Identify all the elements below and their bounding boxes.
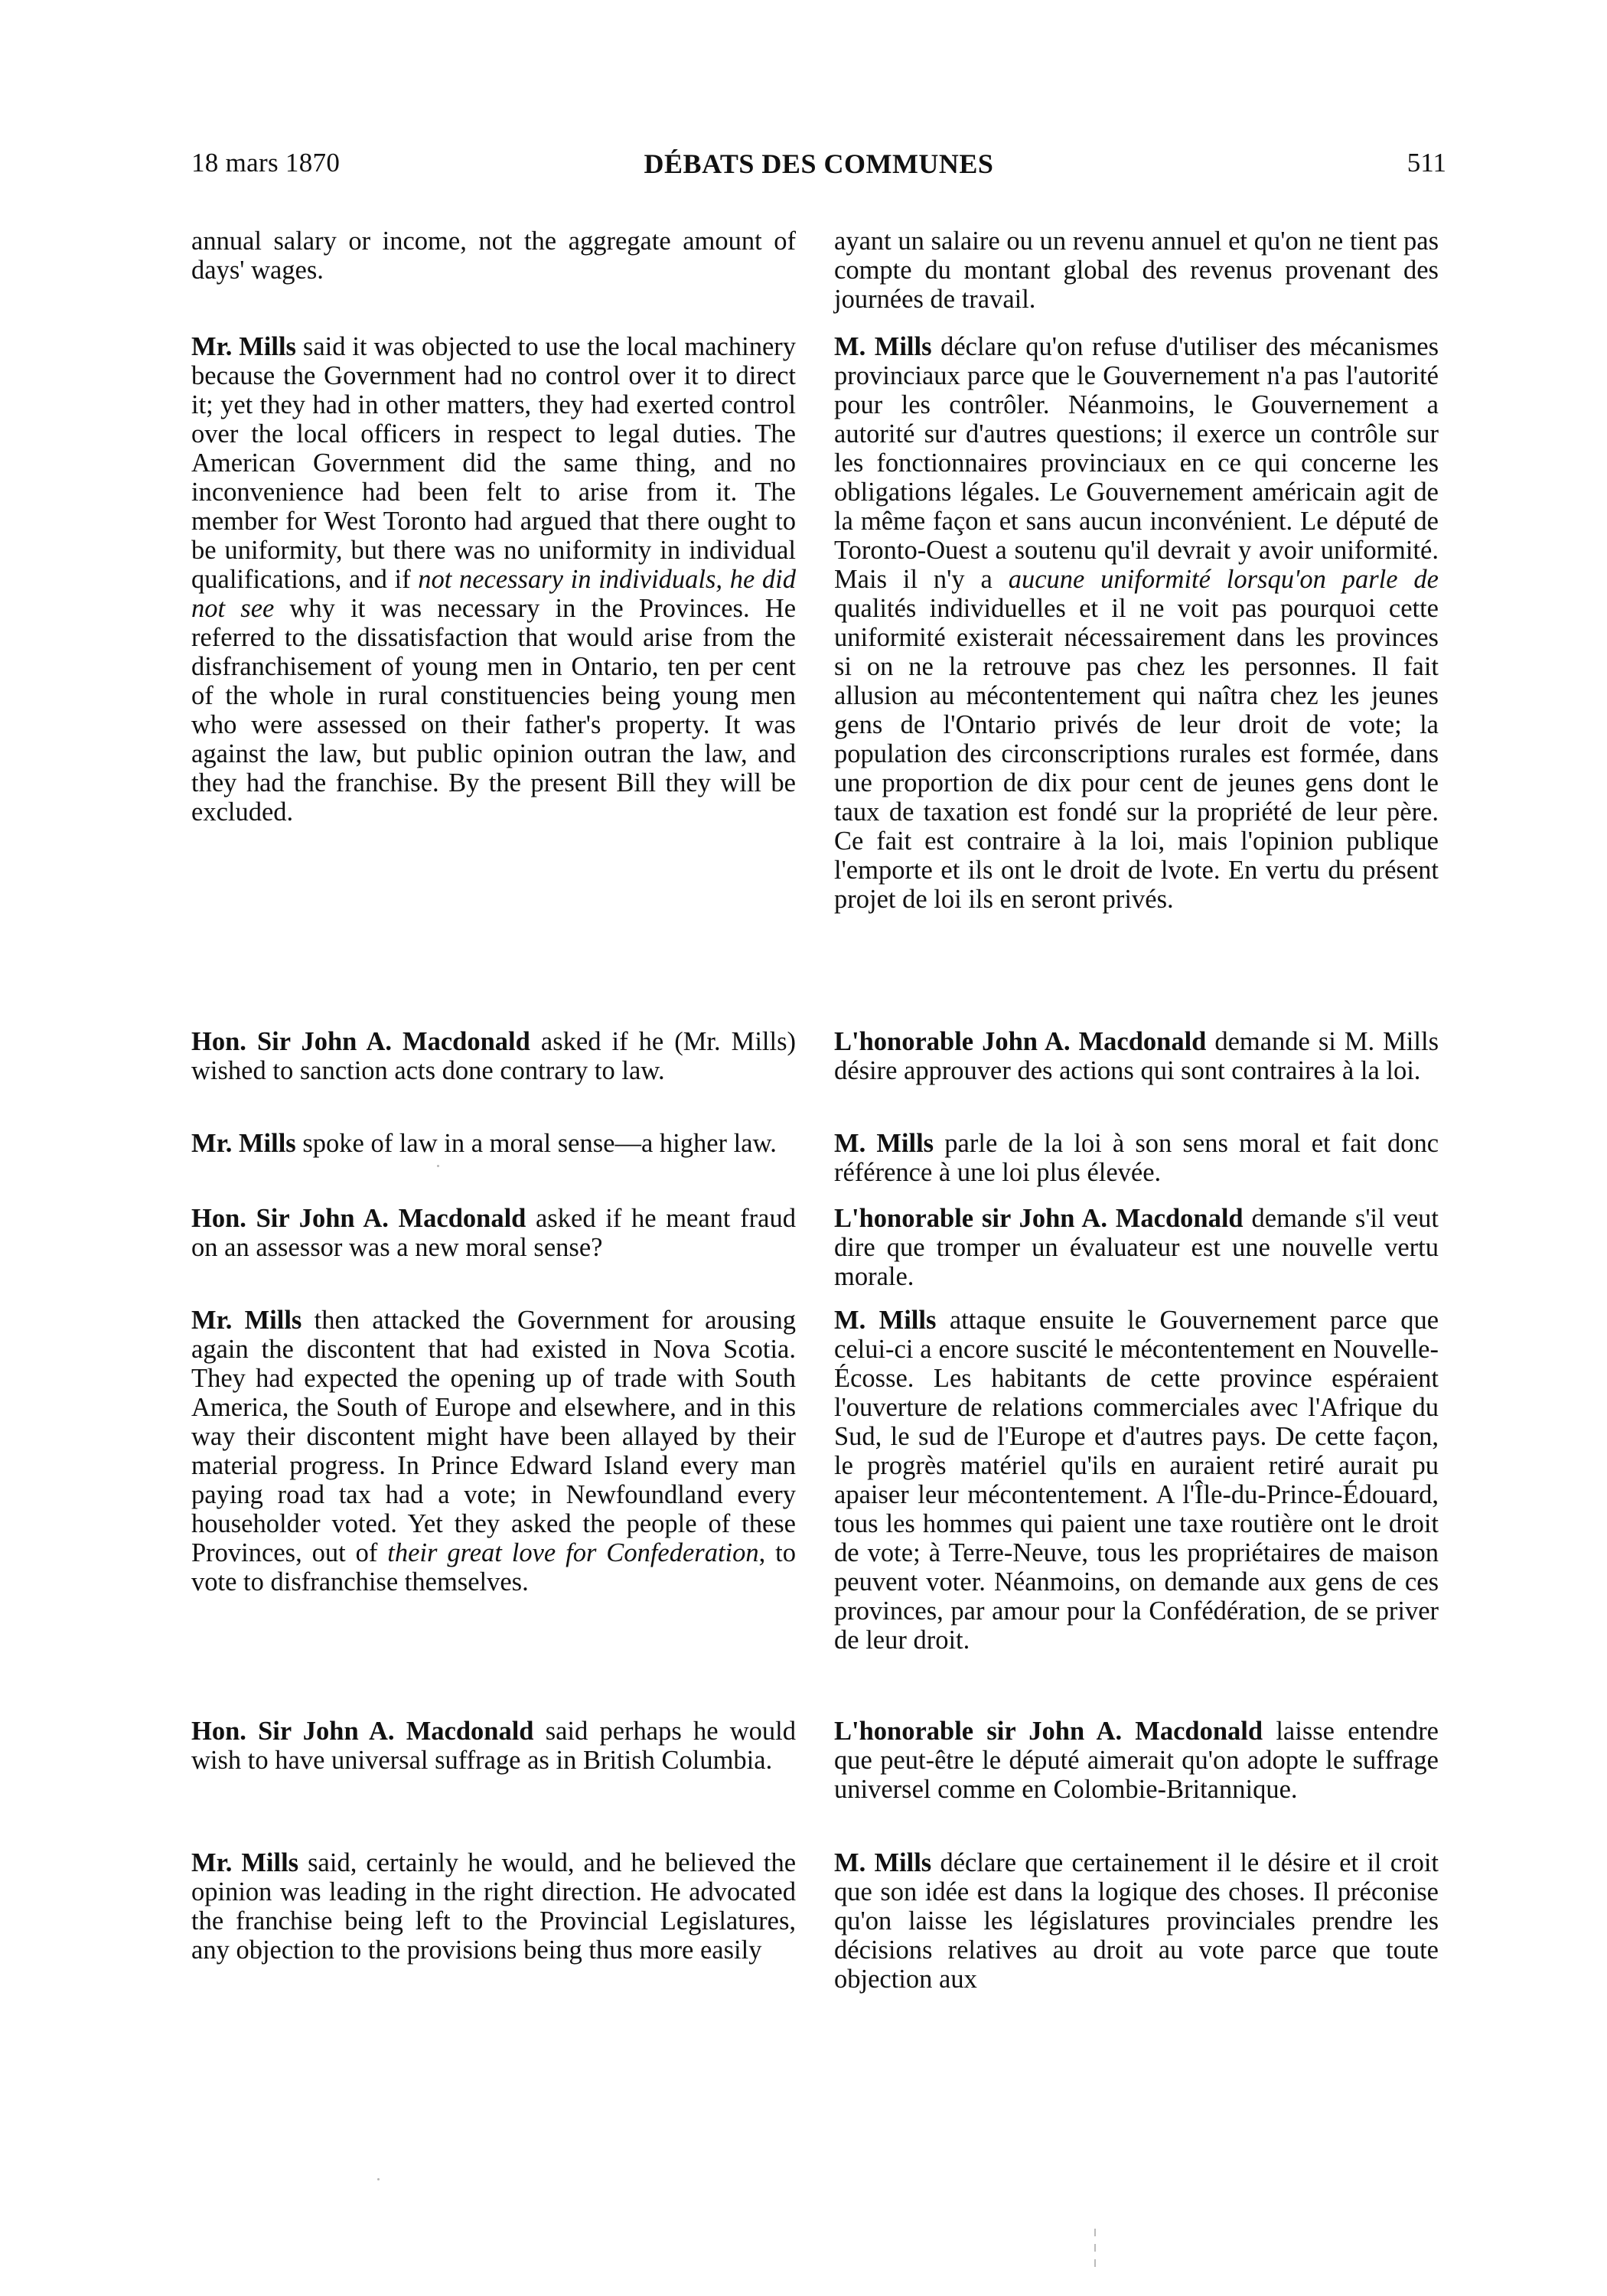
speech-text: asked if he (Mr. Mills) wished to sanction acts done contrary to law.	[191, 1027, 796, 1085]
scan-mark	[1094, 2244, 1096, 2252]
french-paragraph	[834, 332, 1439, 914]
speech-text: demande s'il veut dire que tromper un évaluateur est une nouvelle vertu morale.	[834, 1204, 1439, 1291]
speech-text: asked if he meant fraud on an assessor was a new moral sense?	[191, 1204, 796, 1262]
english-paragraph	[191, 1717, 796, 1775]
speaker-name: L'honorable sir John A. Macdonald	[834, 1717, 1263, 1746]
scan-mark	[1094, 2229, 1096, 2236]
english-paragraph: annual salary or income, not the aggregate amount of days' wages.	[191, 227, 796, 285]
scan-speck	[437, 1165, 439, 1167]
header-title: DÉBATS DES COMMUNES	[644, 148, 994, 179]
speaker-name: M. Mills	[834, 1306, 937, 1335]
english-paragraph	[191, 1848, 796, 1965]
speaker-name: Hon. Sir John A. Macdonald	[191, 1717, 534, 1746]
speaker-name: Hon. Sir John A. Macdonald	[191, 1204, 526, 1233]
french-paragraph	[834, 1717, 1439, 1804]
french-paragraph	[834, 1027, 1439, 1085]
speaker-name: M. Mills	[834, 1848, 932, 1877]
scan-mark	[1094, 2259, 1096, 2267]
speech-text: laisse entendre que peut-être le député aimerait qu'on adopte le suffrage universel comme en Colombie-Britannique.	[834, 1717, 1439, 1804]
header-page-number: 511	[1407, 148, 1446, 178]
speech-text: said, certainly he would, and he believed the opinion was leading in the right direction. He advocated the franchise being left to the Provincial Legislatures, any objection to the provisions being thus more easily	[191, 1848, 797, 1965]
speech-text: parle de la loi à son sens moral et fait donc référence à une loi plus élevée.	[834, 1129, 1439, 1187]
english-paragraph	[191, 1204, 796, 1262]
speech-text: spoke of law in a moral sense—a higher law.	[295, 1129, 777, 1158]
english-paragraph	[191, 1027, 796, 1085]
speaker-name: L'honorable John A. Macdonald	[834, 1027, 1207, 1056]
english-paragraph	[191, 1129, 796, 1158]
speaker-name: Mr. Mills	[191, 1848, 299, 1877]
header-date: 18 mars 1870	[191, 148, 341, 178]
speaker-name: Mr. Mills	[191, 332, 296, 361]
french-paragraph	[834, 1848, 1439, 1994]
french-paragraph	[834, 1129, 1439, 1187]
speaker-name: Hon. Sir John A. Macdonald	[191, 1027, 530, 1056]
french-paragraph: ayant un salaire ou un revenu annuel et qu'on ne tient pas compte du montant global des revenus provenant des journées de travail.	[834, 227, 1439, 314]
speaker-name: Mr. Mills	[191, 1306, 302, 1335]
french-paragraph	[834, 1306, 1439, 1655]
english-paragraph	[191, 1306, 796, 1596]
speaker-name: L'honorable sir John A. Macdonald	[834, 1204, 1244, 1233]
speech-text: said it was objected to use the local machinery because the Government had no control over it to direct it; yet they had in other matters, they had exerted control over the local officers in respect to legal duties. The American Government did the same thing, and no inconvenience had been felt to arise from it. The member for West Toronto had argued that there ought to be uniformity, but there was no uniformity in individual qualifications, and if not necessary in individuals, he did not see why it was necessary in the Provinces. He referred to the dissatisfaction that would arise from the disfranchisement of young men in Ontario, ten per cent of the whole in rural constituencies being young men who were assessed on their father's property. It was against the law, but public opinion outran the law, and they had the franchise. By the present Bill they will be excluded.	[191, 332, 797, 827]
english-paragraph	[191, 332, 796, 827]
scan-speck	[377, 2178, 380, 2180]
page-header	[191, 148, 1446, 186]
speech-text: attaque ensuite le Gouvernement parce que celui-ci a encore suscité le mécontentement en Nouvelle-Écosse. Les habitants de cette province espéraient l'ouverture de relations commerciales avec l'Afrique du Sud, le sud de l'Europe et d'autres pays. De cette façon, le progrès matériel qu'ils en auraient retiré aurait pu apaiser leur mécontentement. A l'Île-du-Prince-Édouard, tous les hommes qui paient une taxe routière ont le droit de vote; à Terre-Neuve, tous les propriétaires de maison peuvent voter. Néanmoins, on demande aux gens de ces provinces, par amour pour la Confédération, de se priver de leur droit.	[834, 1306, 1439, 1655]
speech-text: déclare qu'on refuse d'utiliser des mécanismes provinciaux parce que le Gouvernement n'a pas l'autorité pour les contrôler. Néanmoins, le Gouvernement a autorité sur d'autres questions; il exerce un contrôle sur les fonctionnaires provinciaux en ce qui concerne les obligations légales. Le Gouvernement américain agit de la même façon et sans aucun inconvénient. Le député de Toronto-Ouest a soutenu qu'il devrait y avoir uniformité. Mais il n'y a aucune uniformité lorsqu'on parle de qualités individuelles et il ne voit pas pourquoi cette uniformité existerait nécessairement dans les provinces si on ne la retrouve pas chez les personnes. Il fait allusion au mécontentement qui naîtra chez les jeunes gens de l'Ontario privés de leur droit de vote; la population des circonscriptions rurales est formée, dans une proportion de dix pour cent de jeunes gens dont le taux de taxation est fondé sur la propriété de leur père. Ce fait est contraire à la loi, mais l'opinion publique l'emporte et ils ont le droit de lvote. En vertu du présent projet de loi ils en seront privés.	[834, 332, 1439, 914]
speech-text: then attacked the Government for arousing again the discontent that had existed in Nova Scotia. They had expected the opening up of trade with South America, the South of Europe and elsewhere, and in this way their discontent might have been allayed by their material progress. In Prince Edward Island every man paying road tax had a vote; in Newfoundland every householder voted. Yet they asked the people of these Provinces, out of their great love for Confederation, to vote to disfranchise themselves.	[191, 1306, 797, 1596]
speaker-name: M. Mills	[834, 332, 932, 361]
speaker-name: Mr. Mills	[191, 1129, 296, 1158]
speaker-name: M. Mills	[834, 1129, 934, 1158]
french-paragraph	[834, 1204, 1439, 1291]
speech-text: déclare que certainement il le désire et il croit que son idée est dans la logique des choses. Il préconise qu'on laisse les législatures provinciales prendre les décisions relatives au droit au vote parce que toute objection aux	[834, 1848, 1439, 1994]
speech-text: demande si M. Mills désire approuver des actions qui sont contraires à la loi.	[834, 1027, 1439, 1085]
speech-text: said perhaps he would wish to have universal suffrage as in British Columbia.	[191, 1717, 796, 1775]
